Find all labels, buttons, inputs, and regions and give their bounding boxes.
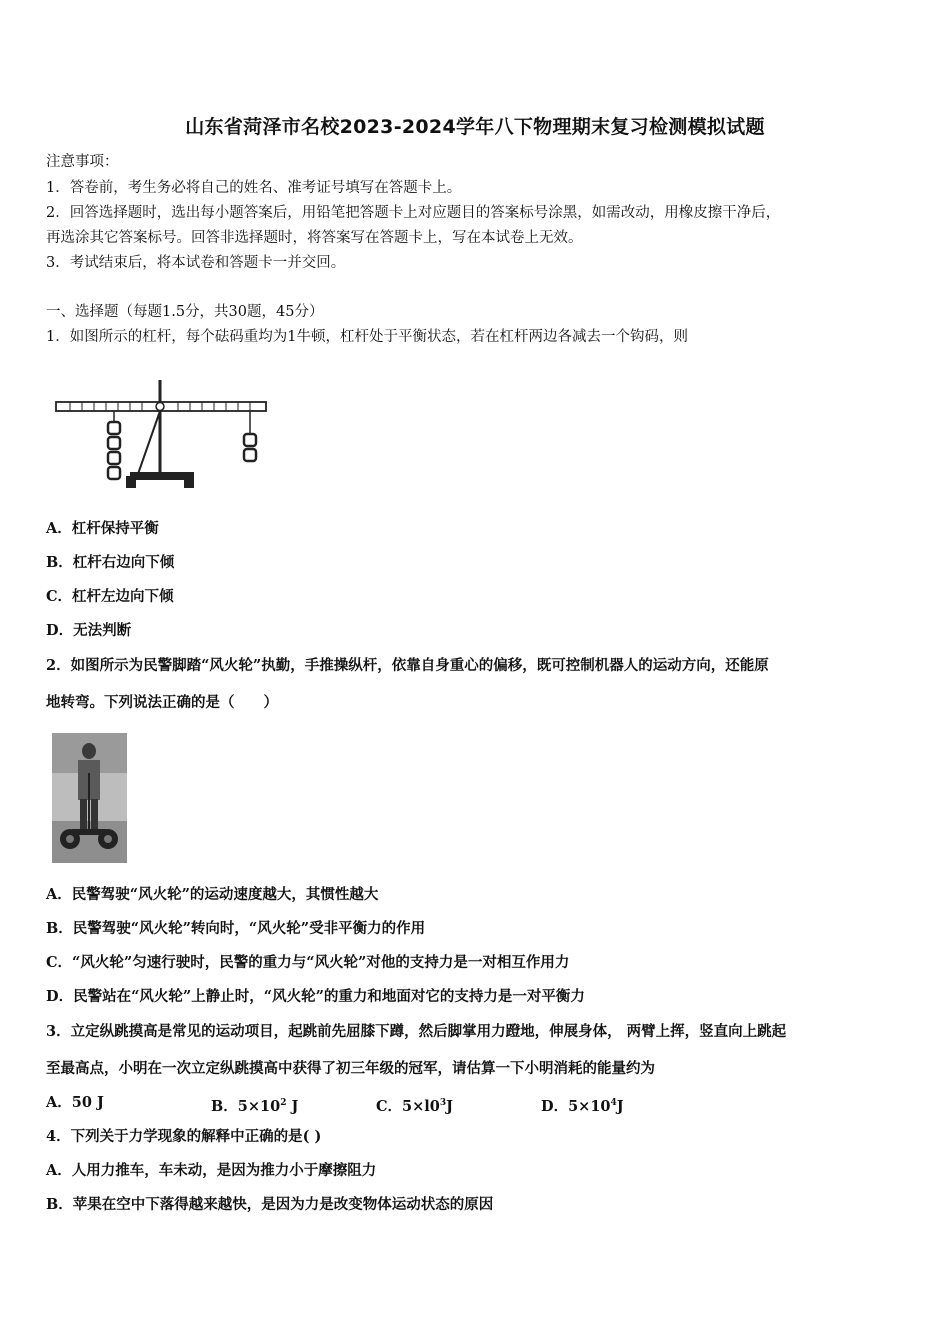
question-2-option: A．民警驾驶“风火轮”的运动速度越大，其惯性越大 [46,886,379,903]
question-3-stem: 至最高点，小明在一次立定纵跳摸高中获得了初三年级的冠军，请估算一下小明消耗的能量约为 [46,1060,655,1077]
question-3-option-c: C．$5\times l0^3J$ [376,1097,454,1115]
question-2-stem: 地转弯。下列说法正确的是（ ） [46,694,278,711]
question-1-option: B．杠杆右边向下倾 [46,554,175,571]
page-title: 山东省菏泽市名校2023-2024学年八下物理期末复习检测模拟试题 [185,116,765,138]
question-2-option: C．“风火轮”匀速行驶时，民警的重力与“风火轮”对他的支持力是一对相互作用力 [46,954,570,971]
question-1-option: A．杠杆保持平衡 [46,520,159,537]
lever-figure [52,376,274,494]
question-3-option-a: A．50 J [46,1094,104,1111]
notice-heading: 注意事项： [46,154,119,170]
question-4-option: B．苹果在空中下落得越来越快，是因为力是改变物体运动状态的原因 [46,1196,494,1213]
question-4-stem: 4．下列关于力学现象的解释中正确的是( ) [46,1128,322,1145]
notice-item: 3．考试结束后，将本试卷和答题卡一并交回。 [46,255,346,271]
section-heading: 一、选择题（每题1.5分，共30题，45分） [46,304,324,320]
question-3-stem: 3．立定纵跳摸高是常见的运动项目，起跳前先屈膝下蹲，然后脚掌用力蹬地，伸展身体， 两臂上挥，竖直向上跳起 [46,1023,787,1040]
notice-item: 2．回答选择题时，选出每小题答案后，用铅笔把答题卡上对应题目的答案标号涂黑，如需改动，用橡皮擦干净后， [46,205,781,221]
question-1-option: D．无法判断 [46,622,132,639]
question-2-option: B．民警驾驶“风火轮”转向时，“风火轮”受非平衡力的作用 [46,920,426,937]
question-2-option: D．民警站在“风火轮”上静止时，“风火轮”的重力和地面对它的支持力是一对平衡力 [46,988,585,1005]
police-segway-photo [52,733,127,863]
question-3-option-b: B．$5\times 10^2$ J [211,1097,299,1115]
notice-item: 再选涂其它答案标号。回答非选择题时，将答案写在答题卡上，写在本试卷上无效。 [46,230,583,246]
question-2-stem: 2．如图所示为民警脚踏“风火轮”执勤，手推操纵杆，依靠自身重心的偏移，既可控制机器人的运动方向，还能原 [46,657,769,674]
question-4-option: A．人用力推车，车未动，是因为推力小于摩擦阻力 [46,1162,377,1179]
question-1-stem: 1．如图所示的杠杆，每个砝码重均为1牛顿，杠杆处于平衡状态，若在杠杆两边各减去一个钩码，则 [46,329,688,345]
notice-item: 1．答卷前，考生务必将自己的姓名、准考证号填写在答题卡上。 [46,180,462,196]
question-3-option-d: D．$5\times 10^4J$ [541,1097,624,1115]
question-1-option: C．杠杆左边向下倾 [46,588,174,605]
